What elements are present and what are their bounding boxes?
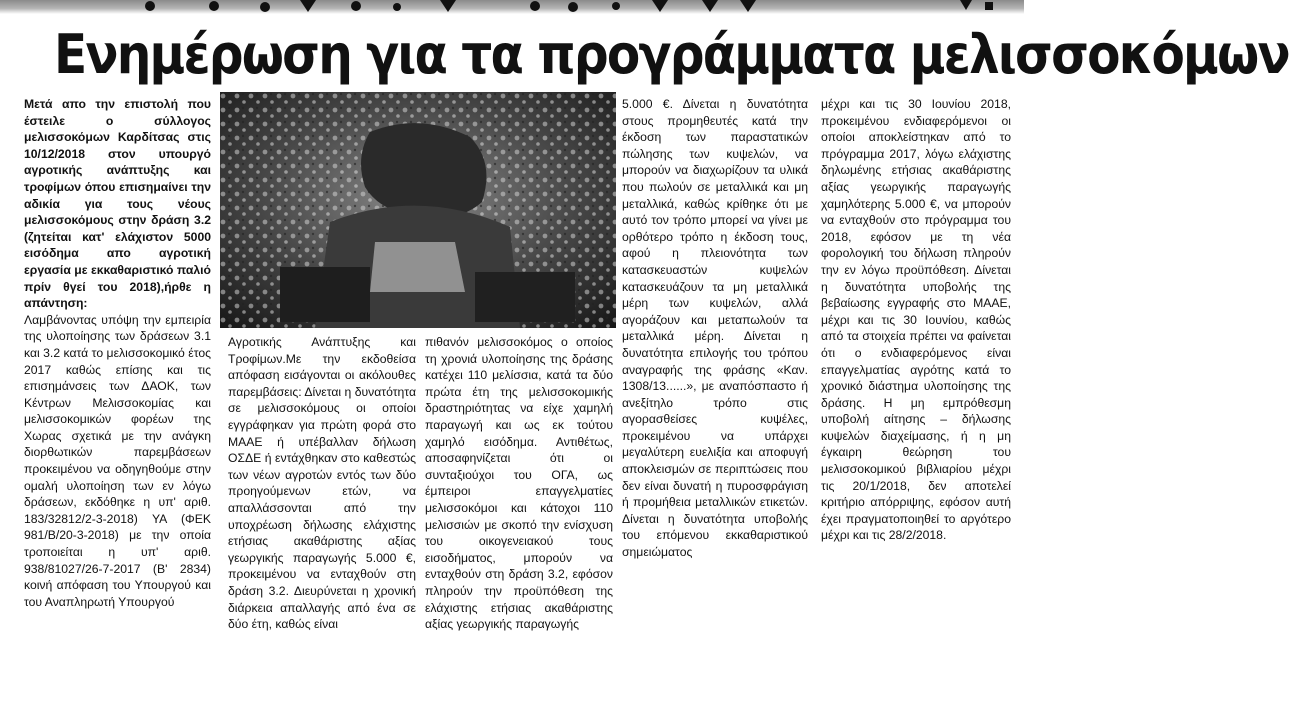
article-column-2	[228, 334, 416, 714]
article-body-5: μέχρι και τις 30 Ιουνίου 2018, προκειμένου ενδιαφερόμενοι οι οποίοι αποκλείστηκαν από το πρόγραμμα 2017, λόγω ελάχιστης δηλωμένης ετήσιας ακαθάριστης αξίας γεωργικής παραγωγής χαμηλότερης 5.000 €, να μπορούν να ενταχθούν στο πρόγραμμα του 2018, εφόσον με τη νέα φορολογική του δήλωση πληρούν την εν λόγω προϋπόθεση. Δίνεται η δυνατότητα υποβολής της βεβαίωσης εγγραφής στο ΜΑΑΕ, μέχρι και τις 30 Ιουνίου, καθώς από τα στοιχεία πρέπει να φαίνεται ότι ο ενδιαφερόμενος είναι επαγγελματίας αγρότης κατά το χρονικό διάστημα υλοποίησης της δράσης. Η μη εμπρόθεσμη υποβολή αίτησης – δήλωσης κυψελών διαχείμασης, ή η μη έγκαιρη θεώρηση του μελισσοκομικού βιβλιαρίου μέχρι τις 20/1/2018, δεν αποτελεί κριτήριο απόρριψης, εφόσον αυτή έχει πραγματοποιηθεί το αργότερο μέχρι και τις 28/2/2018.	[821, 97, 1011, 543]
article-body-2: Αγροτικής Ανάπτυξης και Τροφίμων.Με την εκδοθείσα απόφαση εισάγονται οι ακόλουθες παρεμβάσεις: Δίνεται η δυνατότητα σε μελισσοκόμους οι οποίοι εγγράφηκαν για πρώτη φορά στο ΜΑΑΕ ή υπέβαλλαν δήλωση ΟΣΔΕ ή εντάχθηκαν στο καθεστώς των νέων αγροτών εντός των δύο προηγούμενων ετών, να απαλλάσσονται από την υποχρέωση δήλωσης ελάχιστης ετήσιας ακαθάριστης αξίας γεωργικής παραγωγής 5.000 €, προκειμένου να ενταχθούν στη δράση 3.2. Διευρύνεται η χρονική διάρκεια απαλλαγής από ένα σε δύο έτη, καθώς είναι	[228, 335, 416, 632]
article-column-5	[821, 96, 1011, 710]
article-column-3	[425, 334, 613, 714]
article-column-4	[622, 96, 808, 714]
article-body-3: πιθανόν μελισσοκόμος ο οποίος τη χρονιά υλοποίησης της δράσης κατέχει 110 μελίσσια, κατά τα δύο πρώτα έτη της μελισσοκομικής δραστηριότητας να είχε χαμηλή παραγωγή και ως εκ τούτου χαμηλό εισόδημα. Αντιθέτως, αποσαφηνίζεται ότι οι συνταξιούχοι του ΟΓΑ, ως έμπειροι επαγγελματίες μελισσοκόμοι και κάτοχοι 110 μελισσιών με σκοπό την ενίσχυση του οικογενειακού τους εισοδήματος, μπορούν να ενταχθούν στη δράση 3.2, εφόσον πληρούν την προϋπόθεση της ελάχιστης ετήσιας ακαθάριστης αξίας γεωργικής παραγωγής	[425, 335, 613, 632]
article-body-1: Λαμβάνοντας υπόψη την εμπειρία της υλοποίησης των δράσεων 3.1 και 3.2 κατά το μελισσοκομικό έτος 2017 καθώς επίσης και τις επισημάνσεις των ΔΑΟΚ, των Κέντρων Μελισσοκομίας και μελισσοκομικών φορέων της Χωρας σχετικά με την ανάγκη διορθωτικών παρεμβάσεων προκειμένου να οδηγηθούμε στην ομαλή υλοποίηση των εν λόγω δράσεων, εκδόθηκε η υπ' αριθ. 183/32812/2-3-2018) ΥΑ (ΦΕΚ 981/Β/20-3-2018) με την οποία τροποιείται η υπ' αριθ. 938/81027/26-7-2017 (Β' 2834) κοινή απόφαση του Υπουργού και του Αναπληρωτή Υπουργού	[24, 312, 211, 609]
bunting-decoration	[0, 0, 1024, 16]
beekeeper-photo-graphic	[220, 92, 616, 328]
article-column-1	[24, 96, 211, 710]
article-body-4: 5.000 €. Δίνεται η δυνατότητα στους προμηθευτές κατά την έκδοση των παραστατικών πώλησης των κυψελών, να μπορούν να διαχωρίζουν τα υλικά που πωλούν σε μεταλλικά και μη μεταλλικά, καθώς κρίθηκε ότι με αυτό τον τρόπο μπορεί να γίνει με ορθότερο τρόπο η έκδοση τους, αφού η πλειονότητα των κατασκευαστών κυψελών κατασκευάζουν τα μη μεταλλικά μέρη των κυψελών, αλλά αγοράζουν και μεταπωλούν τα μεταλλικά μέρη. Δίνεται η δυνατότητα επιλογής του τρόπου αναγραφής της φράσης «Καν. 1308/13......», με αναπόσπαστο ή ανεξίτηλο τρόπο στις αγορασθείσες κυψέλες, προκειμένου να υπάρχει μεγαλύτερη ευελιξία και αποφυγή αποκλεισμών σε περιπτώσεις που δεν είναι δυνατή η πυροσφράγιση ή προμήθεια μεταλλικών ετικετών. Δίνεται η δυνατότητα υποβολής του επόμενου εκκαθαριστικού σημειώματος	[622, 97, 808, 560]
beekeeper-photo	[220, 92, 616, 328]
page-headline: Ενημέρωση για τα προγράμματα μελισσοκόμων	[54, 23, 1289, 86]
article-lead: Μετά απο την επιστολή που έστειλε ο σύλλογος μελισσοκόμων Καρδίτσας στις 10/12/2018 στον υπουργό αγροτικής ανάπτυξης και τροφίμων όπου επισημαίνει την αδικία για τους νέους μελισσοκόμους στην δράση 3.2 (ζητείται κατ' ελάχιστον 5000 εισόδημα απο αγροτική εργασία με εκκαθαριστικό παλιό πρίν θγεί του 2018),ήρθε η απάντηση:	[24, 97, 211, 311]
